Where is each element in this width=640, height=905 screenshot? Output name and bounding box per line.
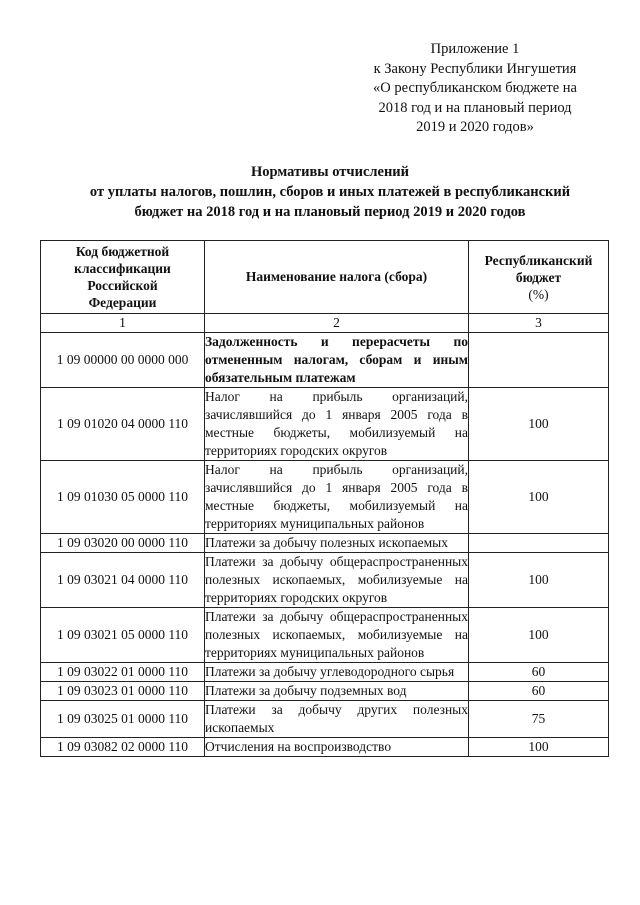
table-row — [41, 663, 609, 682]
document-title — [40, 162, 620, 222]
appendix-line: 2018 год и на плановый период — [378, 99, 572, 116]
row-code: 1 09 03082 02 0000 110 — [41, 738, 205, 757]
row-code: 1 09 03023 01 0000 110 — [41, 682, 205, 701]
row-value: 100 — [469, 608, 609, 663]
row-code: 1 09 01030 05 0000 110 — [41, 461, 205, 534]
header-budget-line: бюджет — [515, 269, 562, 285]
appendix-line: к Закону Республики Ингушетия — [373, 60, 577, 77]
header-budget-line: Республиканский — [484, 252, 593, 268]
row-name: Платежи за добычу углеводородного сырья — [205, 663, 469, 682]
title-line: бюджет на 2018 год и на плановый период 2019 и 2020 годов — [134, 204, 526, 220]
column-number: 2 — [205, 314, 469, 333]
appendix-line: Приложение 1 — [430, 41, 520, 57]
table-row — [41, 534, 609, 553]
header-row — [41, 241, 609, 314]
header-budget-unit: (%) — [528, 286, 549, 302]
row-name: Задолженность и перерасчеты по отмененным налогам, сборам и иным обязательным платежам — [205, 333, 469, 388]
row-code: 1 09 01020 04 0000 110 — [41, 388, 205, 461]
header-budget — [469, 241, 609, 314]
row-value — [469, 333, 609, 388]
table-row — [41, 333, 609, 388]
norms-table — [40, 240, 609, 757]
appendix-line: «О республиканском бюджете на — [373, 80, 577, 96]
title-line: от уплаты налогов, пошлин, сборов и иных платежей в республиканский — [89, 184, 571, 200]
table-row — [41, 738, 609, 757]
row-code: 1 09 03021 05 0000 110 — [41, 608, 205, 663]
table-row — [41, 553, 609, 608]
table-row — [41, 608, 609, 663]
row-value: 60 — [469, 663, 609, 682]
row-value: 75 — [469, 701, 609, 738]
row-name: Платежи за добычу общераспространенных полезных ископаемых, мобилизуемые на территориях муниципальных районов — [205, 608, 469, 663]
row-value: 60 — [469, 682, 609, 701]
column-number: 3 — [469, 314, 609, 333]
row-name: Платежи за добычу других полезных ископаемых — [205, 701, 469, 738]
row-value: 100 — [469, 738, 609, 757]
header-code-line: классификации — [74, 261, 171, 276]
header-code-line: Российской — [87, 278, 158, 293]
appendix-heading — [330, 40, 620, 138]
row-value: 100 — [469, 461, 609, 534]
row-code: 1 09 03022 01 0000 110 — [41, 663, 205, 682]
row-value: 100 — [469, 388, 609, 461]
row-name: Платежи за добычу подземных вод — [205, 682, 469, 701]
table-row — [41, 461, 609, 534]
row-code: 1 09 03020 00 0000 110 — [41, 534, 205, 553]
row-name: Платежи за добычу полезных ископаемых — [205, 534, 469, 553]
row-name: Налог на прибыль организаций, зачислявшийся до 1 января 2005 года в местные бюджеты, мобилизуемый на территориях муниципальных районов — [205, 461, 469, 534]
table-row — [41, 388, 609, 461]
row-value: 100 — [469, 553, 609, 608]
column-number: 1 — [41, 314, 205, 333]
header-name: Наименование налога (сбора) — [205, 241, 469, 314]
row-name: Отчисления на воспроизводство — [205, 738, 469, 757]
column-number-row — [41, 314, 609, 333]
header-code-line: Федерации — [88, 295, 157, 310]
row-value — [469, 534, 609, 553]
row-code: 1 09 00000 00 0000 000 — [41, 333, 205, 388]
appendix-line: 2019 и 2020 годов» — [416, 119, 534, 135]
row-name: Налог на прибыль организаций, зачислявшийся до 1 января 2005 года в местные бюджеты, мобилизуемый на территориях городских округов — [205, 388, 469, 461]
header-code-line: Код бюджетной — [75, 244, 170, 259]
table-row — [41, 701, 609, 738]
header-code — [41, 241, 205, 314]
table-row — [41, 682, 609, 701]
title-line: Нормативы отчислений — [250, 164, 410, 180]
row-name: Платежи за добычу общераспространенных полезных ископаемых, мобилизуемые на территориях городских округов — [205, 553, 469, 608]
row-code: 1 09 03021 04 0000 110 — [41, 553, 205, 608]
row-code: 1 09 03025 01 0000 110 — [41, 701, 205, 738]
